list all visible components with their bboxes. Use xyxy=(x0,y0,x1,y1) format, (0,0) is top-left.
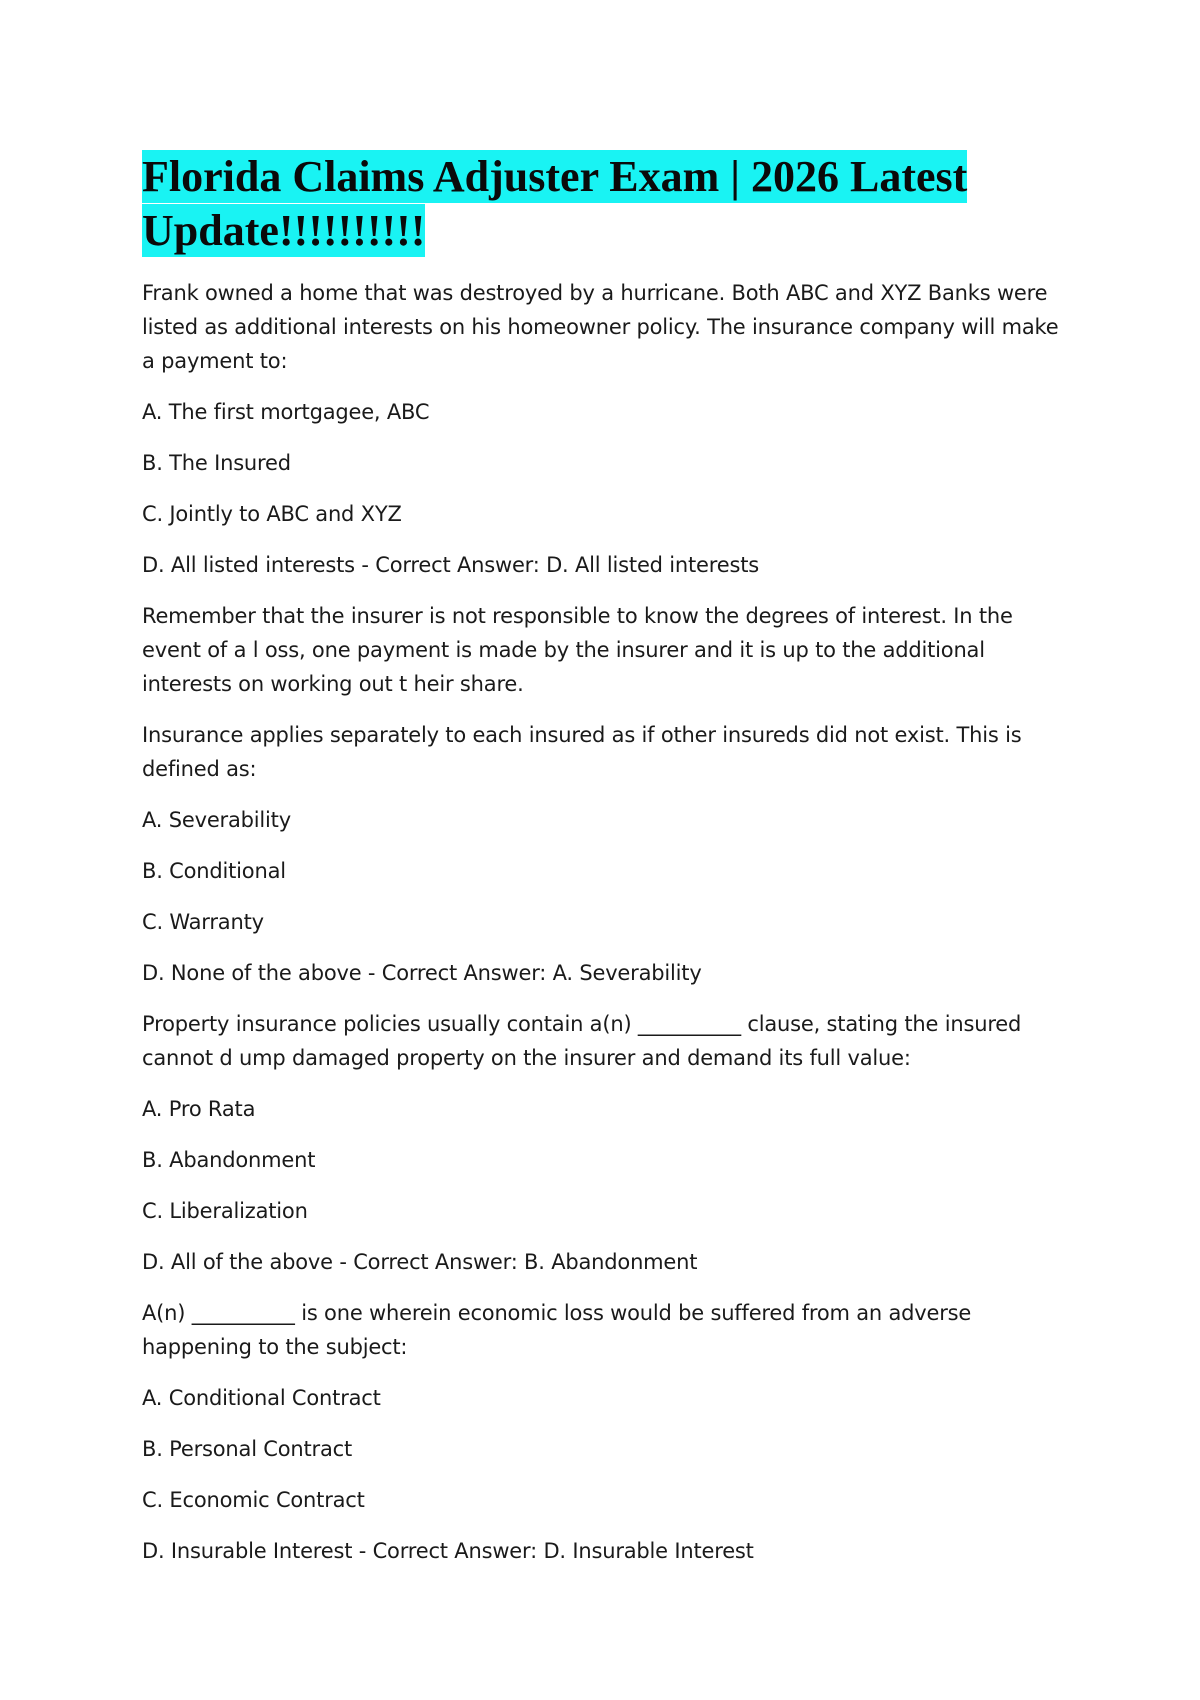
answer-option: B. Personal Contract xyxy=(142,1437,353,1461)
answer-option: A. Severability xyxy=(142,808,291,832)
document-title xyxy=(142,150,1062,258)
question-block-1 xyxy=(142,276,1062,701)
question-block-4 xyxy=(142,1296,1062,1568)
question-block-3 xyxy=(142,1007,1062,1279)
question-text: Property insurance policies usually contain a(n) __________ clause, stating the insured cannot d ump damaged property on the insurer and demand its full value: xyxy=(142,1012,1022,1070)
answer-option-correct: D. Insurable Interest - Correct Answer: D. Insurable Interest xyxy=(142,1539,754,1563)
answer-option: C. Jointly to ABC and XYZ xyxy=(142,502,402,526)
answer-option: A. Conditional Contract xyxy=(142,1386,381,1410)
question-text: Frank owned a home that was destroyed by a hurricane. Both ABC and XYZ Banks were listed as additional interests on his homeowner policy. The insurance company will make a payment to: xyxy=(142,281,1059,373)
answer-option: A. Pro Rata xyxy=(142,1097,256,1121)
answer-option: C. Liberalization xyxy=(142,1199,308,1223)
answer-option-correct: D. All listed interests - Correct Answer: D. All listed interests xyxy=(142,553,759,577)
question-block-2 xyxy=(142,718,1062,990)
answer-option: A. The first mortgagee, ABC xyxy=(142,400,430,424)
answer-option: C. Economic Contract xyxy=(142,1488,365,1512)
title-line-2: Update!!!!!!!!!! xyxy=(142,206,426,255)
answer-option: B. Abandonment xyxy=(142,1148,316,1172)
question-text: A(n) __________ is one wherein economic loss would be suffered from an adverse happening to the subject: xyxy=(142,1301,972,1359)
answer-option: C. Warranty xyxy=(142,910,264,934)
explanation-text: Remember that the insurer is not responsible to know the degrees of interest. In the event of a l oss, one payment is made by the insurer and it is up to the additional interests on working out t heir share. xyxy=(142,604,1013,696)
answer-option: B. The Insured xyxy=(142,451,291,475)
document-page xyxy=(142,150,1062,1585)
title-line-1: Florida Claims Adjuster Exam | 2026 Latest xyxy=(142,152,968,201)
answer-option-correct: D. None of the above - Correct Answer: A. Severability xyxy=(142,961,702,985)
question-text: Insurance applies separately to each insured as if other insureds did not exist. This is defined as: xyxy=(142,723,1022,781)
answer-option-correct: D. All of the above - Correct Answer: B. Abandonment xyxy=(142,1250,698,1274)
answer-option: B. Conditional xyxy=(142,859,286,883)
